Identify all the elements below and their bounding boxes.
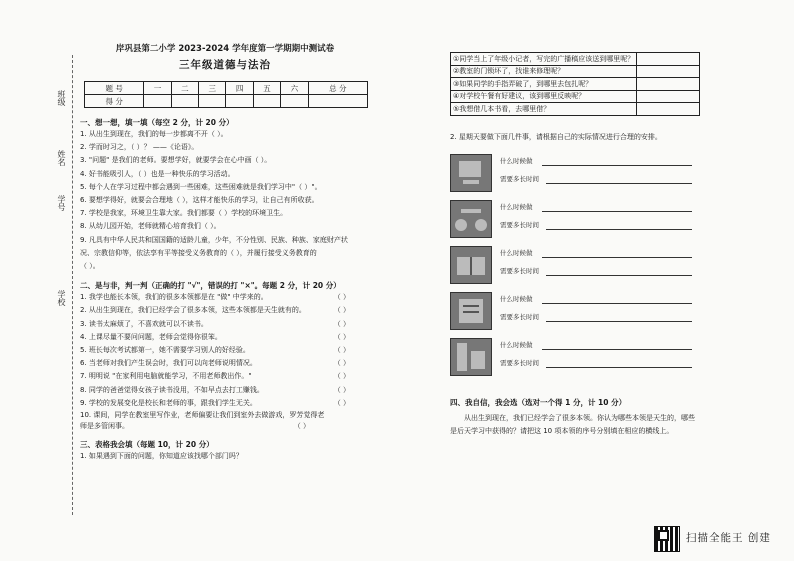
department-question: ④对学校午餐有好建议，该到哪里反映呢？	[451, 90, 637, 103]
plan-item	[450, 336, 700, 377]
answer-paren[interactable]: （ ）	[333, 332, 350, 341]
answer-paren[interactable]: （ ）	[333, 293, 350, 302]
binding-label-school: 学校	[57, 290, 66, 306]
score-header-cell: 二	[171, 82, 198, 95]
answer-paren[interactable]: （ ）	[293, 422, 310, 431]
judge-question: 7. 明明说 "在家利用电脑就能学习，不用老师教出作。" （ ）	[80, 370, 370, 383]
plan-duration-label: 需要多长时间	[500, 220, 539, 229]
plan-time-label: 什么时候做	[500, 248, 533, 257]
fill-question: （ ）。	[80, 262, 100, 271]
plan-duration-label: 需要多长时间	[500, 174, 539, 183]
judge-question: 10. 课间，同学在教室里写作业，老师偏要让我们到室外去做游戏，罗芳觉得老师是多管闲事。 （ ）	[80, 411, 325, 431]
section3-title: 三、表格我会填（每题 10，计 20 分）	[80, 440, 214, 450]
judge-question: 4. 上课尽量不要问问题，老师会觉得你很笨。 （ ）	[80, 331, 370, 344]
score-row-label: 得 分	[85, 95, 144, 108]
answer-paren[interactable]: （ ）	[333, 319, 350, 328]
plan-item	[450, 198, 700, 239]
plan-duration-line[interactable]	[546, 183, 692, 184]
department-answer-cell[interactable]	[637, 103, 700, 116]
plan-time-label: 什么时候做	[500, 340, 533, 349]
department-answer-cell[interactable]	[637, 90, 700, 103]
judge-question: 6. 当老师对我们产生误会时，我们可以向老师说明情况。 （ ）	[80, 357, 370, 370]
reading-photo-icon	[450, 246, 492, 284]
department-question: ③如果同学的手指弄破了，到哪里去包扎呢？	[451, 78, 637, 91]
fill-question: 5. 每个人在学习过程中都会遇到一些困难，这些困难就是我们学习中"（ ）"。	[80, 182, 322, 191]
judge-question: 2. 从出生到现在，我们已经学会了很多本领，这些本领都是天生就有的。 （ ）	[80, 304, 370, 317]
score-cell[interactable]	[253, 95, 280, 108]
bicycle-photo-icon	[450, 200, 492, 238]
score-header-cell: 题 号	[85, 82, 144, 95]
plan-duration-label: 需要多长时间	[500, 312, 539, 321]
right-column	[450, 52, 700, 438]
chores-photo-icon	[450, 338, 492, 376]
score-header-cell: 总 分	[308, 82, 367, 95]
department-question: ①同学当上了年级小记者，写完的广播稿应该送到哪里呢？	[451, 53, 637, 66]
plan-duration-line[interactable]	[546, 229, 692, 230]
section4-title: 四、我自信，我会选（选对一个得 1 分，计 10 分）	[450, 397, 627, 407]
score-cell[interactable]	[226, 95, 253, 108]
answer-paren[interactable]: （ ）	[333, 306, 350, 315]
judge-question: 8. 同学的爸爸觉得女孩子读书没用，不如早点去打工赚钱。 （ ）	[80, 384, 370, 397]
fill-question: 9. 凡具有中华人民共和国国籍的适龄儿童，少年，不分性别、民族、种族、家庭财产状	[80, 235, 348, 244]
plan-time-label: 什么时候做	[500, 202, 533, 211]
answer-paren[interactable]: （ ）	[333, 385, 350, 394]
score-header-cell: 三	[199, 82, 226, 95]
score-cell[interactable]	[308, 95, 367, 108]
plan-item	[450, 290, 700, 331]
computer-photo-icon	[450, 154, 492, 192]
plan-time-label: 什么时候做	[500, 156, 533, 165]
score-header-cell: 六	[281, 82, 308, 95]
judge-question: 9. 学校的发展变化是校长和老师的事，跟我们学生无关。 （ ）	[80, 397, 370, 410]
plan-time-line[interactable]	[542, 303, 692, 304]
plan-time-line[interactable]	[542, 211, 692, 212]
plan-duration-line[interactable]	[546, 275, 692, 276]
plan-time-line[interactable]	[542, 257, 692, 258]
score-header-cell: 一	[144, 82, 171, 95]
binding-margin	[50, 55, 73, 515]
plan-item	[450, 152, 700, 193]
qr-code-icon	[654, 526, 680, 552]
plan-duration-label: 需要多长时间	[500, 358, 539, 367]
fill-question: 6. 要想学得好，就要会合理地（ ），这样才能快乐的学习，让自己有所收获。	[80, 196, 319, 205]
department-question: ②教室的门锁坏了，找谁来修理呢？	[451, 65, 637, 78]
fill-question: 3. "问题" 是我们的老师。要想学好，就要学会在心中画（ ）。	[80, 156, 272, 165]
plan-duration-line[interactable]	[546, 367, 692, 368]
section3-q2: 2. 星期天要做下面几件事，请根据自己的实际情况进行合理的安排。	[450, 132, 662, 141]
school-title: 岸巩县第二小学 2023-2024 学年度第一学期期中测试卷	[115, 44, 335, 54]
fill-question: 8. 从幼儿园开始，老师就精心培育我们（ ）。	[80, 222, 221, 231]
fill-question: 2. 学而时习之，（ ）？ ——《论语》。	[80, 143, 199, 152]
plan-time-label: 什么时候做	[500, 294, 533, 303]
plan-time-line[interactable]	[542, 165, 692, 166]
department-table	[450, 52, 700, 116]
judge-question: 5. 班长每次考试都第一，她不需要学习别人的好经验。 （ ）	[80, 344, 370, 357]
binding-label-class: 班级	[57, 90, 66, 106]
department-answer-cell[interactable]	[637, 53, 700, 66]
section1-title: 一、想一想，填一填（每空 2 分，计 20 分）	[80, 118, 234, 127]
department-question: ⑤我想借几本书看，去哪里借？	[451, 103, 637, 116]
judge-question: 3. 读书太麻烦了，不喜欢就可以不读书。 （ ）	[80, 318, 370, 331]
binding-label-number: 学号	[57, 195, 66, 211]
subject-title: 三年级道德与法治	[179, 59, 271, 71]
score-cell[interactable]	[144, 95, 171, 108]
department-answer-cell[interactable]	[637, 78, 700, 91]
answer-paren[interactable]: （ ）	[333, 346, 350, 355]
answer-paren[interactable]: （ ）	[333, 398, 350, 407]
fill-question: 7. 学校是我家，环境卫生靠大家。我们都要（ ）学校的环境卫生。	[80, 209, 288, 218]
plan-duration-line[interactable]	[546, 321, 692, 322]
plan-item	[450, 244, 700, 285]
score-cell[interactable]	[171, 95, 198, 108]
department-answer-cell[interactable]	[637, 65, 700, 78]
fill-question: 况、宗教信仰等，依法享有平等接受义务教育的（ ），并履行接受义务教育的	[80, 248, 317, 257]
left-column	[80, 42, 370, 463]
section3-q1: 1. 如果遇到下面的问题，你知道应该找哪个部门吗？	[80, 452, 243, 461]
binding-label-name: 姓名	[57, 150, 66, 166]
plan-list	[450, 152, 700, 377]
judge-question: 1. 我学也能长本领，我们的很多本领都是在 "做" 中学来的。 （ ）	[80, 291, 370, 304]
plan-time-line[interactable]	[542, 349, 692, 350]
homework-photo-icon	[450, 292, 492, 330]
score-table	[84, 81, 368, 108]
section4-instructions: 从出生到现在，我们已经学会了很多本领。你认为哪些本领是天生的，哪些是后天学习中获得的？请把这 10 项本领的序号分别填在相应的横线上。	[450, 413, 695, 435]
section2-title: 二、是与非，判一判（正确的打 "√"，错误的打 "×"。每题 2 分，计 20 分）	[80, 281, 341, 291]
fill-question: 4. 好书能吸引人，（ ）也是一种快乐的学习活动。	[80, 169, 235, 178]
plan-duration-label: 需要多长时间	[500, 266, 539, 275]
watermark-text: 扫描全能王 创建	[686, 532, 771, 544]
answer-paren[interactable]: （ ）	[333, 372, 350, 381]
score-cell[interactable]	[281, 95, 308, 108]
score-header-cell: 五	[253, 82, 280, 95]
score-header-cell: 四	[226, 82, 253, 95]
score-cell[interactable]	[199, 95, 226, 108]
answer-paren[interactable]: （ ）	[333, 359, 350, 368]
fill-question: 1. 从出生到现在，我们的每一步都离不开（ ）。	[80, 130, 228, 138]
